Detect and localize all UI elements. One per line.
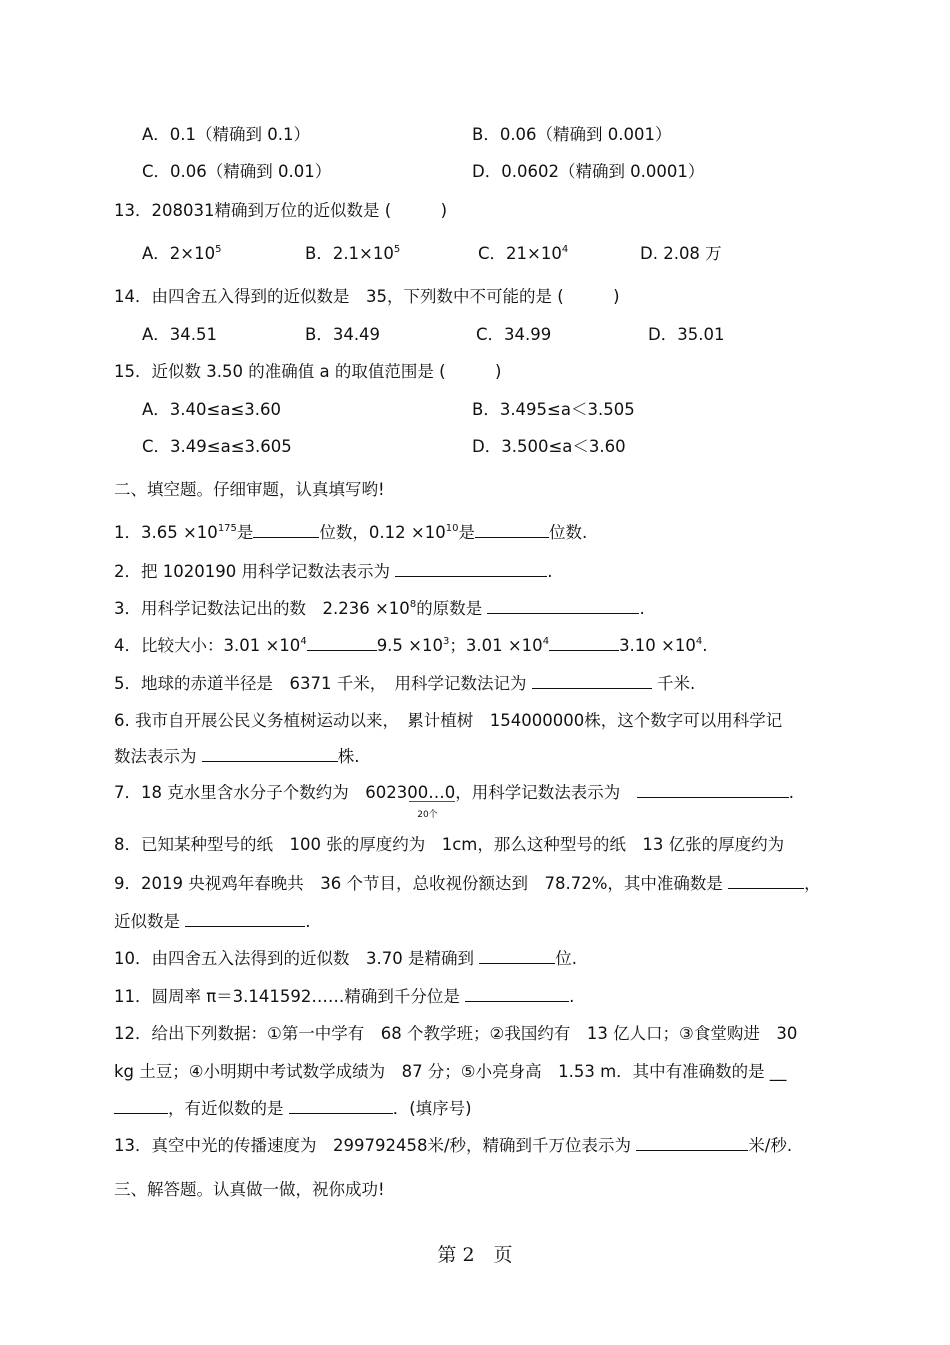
fill-3: 3．用科学记数法记出的数 $2.236 \times 10^8$的原数是 . [114, 599, 645, 618]
q15-option-d: D．3.500≤a＜3.60 [472, 437, 626, 456]
q13-option-a: A．$2\times 10^5$ [142, 244, 222, 263]
section3-title: 三、解答题。认真做一做，祝你成功! [114, 1180, 385, 1199]
fill-12-line-1: 12．给出下列数据：①第一中学有 68 个教学班；②我国约有 13 亿人口；③食堂购进 30 [114, 1024, 798, 1043]
q14-option-b: B．34.49 [305, 325, 381, 344]
answer-blank[interactable] [289, 1098, 393, 1114]
answer-blank[interactable] [202, 746, 338, 762]
answer-blank[interactable] [549, 635, 619, 651]
q14-option-c: C．34.99 [476, 325, 552, 344]
fill-13: 13．真空中光的传播速度为 299792458米/秒，精确到千万位表示为 米/秒. [114, 1136, 793, 1155]
q15-option-a: A．3.40≤a≤3.60 [142, 400, 282, 419]
fill-2: 2．把 1020190 用科学记数法表示为 . [114, 562, 553, 581]
fill-12-line-2: kg 土豆；④小明期中考试数学成绩为 87 分；⑤小亮身高 1.53 m．其中有准确数的是 __ [114, 1062, 787, 1081]
fill-9-line-2: 近似数是 . [114, 912, 311, 931]
q12-option-a: A．0.1（精确到 0.1） [142, 125, 311, 144]
answer-blank[interactable] [395, 561, 547, 577]
answer-blank[interactable] [475, 522, 549, 538]
fill-7: 7．18 克水里含水分子个数约为 602300…0 20个 ，用科学记数法表示为 . [114, 783, 794, 820]
q12-option-d: D．0.0602（精确到 0.0001） [472, 162, 705, 181]
answer-blank[interactable] [637, 782, 789, 798]
answer-blank[interactable] [465, 986, 569, 1002]
page-number: 第 2 页 [437, 1244, 513, 1266]
fill-6-line-1: 6. 我市自开展公民义务植树运动以来， 累计植树 154000000株，这个数字可以用科学记 [114, 711, 783, 730]
zeros-underbrace: 00…0 20个 [407, 783, 456, 820]
fill-6-line-2: 数法表示为 株. [114, 747, 360, 766]
fill-1: 1．$3.65 \times 10^{175}$是 位数，$0.12 \times 10^{10}$是 位数. [114, 523, 588, 542]
q13-option-c: C．$21\times 10^4$ [478, 244, 569, 263]
section2-title: 二、填空题。仔细审题，认真填写哟! [114, 480, 385, 499]
fill-9-line-1: 9．2019 央视鸡年春晚共 36 个节目，总收视份额达到 78.72%，其中准确数是 ， [114, 874, 821, 893]
q12-option-c: C．0.06（精确到 0.01） [142, 162, 332, 181]
q14-option-d: D．35.01 [648, 325, 725, 344]
answer-blank[interactable] [532, 673, 652, 689]
q13-stem: 13．208031精确到万位的近似数是 ( ) [114, 201, 448, 220]
answer-blank[interactable] [487, 598, 639, 614]
fill-4: 4．比较大小：$3.01 \times 10^4$ $9.5 \times 10^3$；$3.01 \times 10^4$ $3.10 \times 10^4$. [114, 636, 708, 655]
answer-blank[interactable] [728, 873, 804, 889]
answer-blank[interactable] [636, 1135, 748, 1151]
answer-blank[interactable] [307, 635, 377, 651]
q13-option-b: B．$2.1\times 10^5$ [305, 244, 401, 263]
q15-option-c: C．3.49≤a≤3.605 [142, 437, 292, 456]
answer-blank[interactable] [185, 911, 305, 927]
q14-stem: 14．由四舍五入得到的近似数是 35，下列数中不可能的是 ( ) [114, 287, 620, 306]
answer-blank[interactable] [479, 948, 555, 964]
fill-8: 8．已知某种型号的纸 100 张的厚度约为 1cm，那么这种型号的纸 13 亿张的厚度约为 [114, 835, 785, 854]
q15-stem: 15．近似数 3.50 的准确值 a 的取值范围是 ( ) [114, 362, 502, 381]
fill-12-line-3: ，有近似数的是 ．(填序号) [114, 1098, 472, 1120]
answer-blank[interactable] [114, 1098, 168, 1114]
q15-option-b: B．3.495≤a＜3.505 [472, 400, 635, 419]
q12-option-b: B．0.06（精确到 0.001） [472, 125, 672, 144]
q14-option-a: A．34.51 [142, 325, 218, 344]
q13-option-d: D. 2.08 万 [640, 244, 722, 263]
fill-5: 5．地球的赤道半径是 6371 千米， 用科学记数法记为 千米. [114, 674, 696, 693]
fill-11: 11．圆周率 π＝3.141592……精确到千分位是 . [114, 987, 575, 1006]
answer-blank[interactable] [253, 522, 319, 538]
fill-10: 10．由四舍五入法得到的近似数 3.70 是精确到 位. [114, 949, 577, 968]
